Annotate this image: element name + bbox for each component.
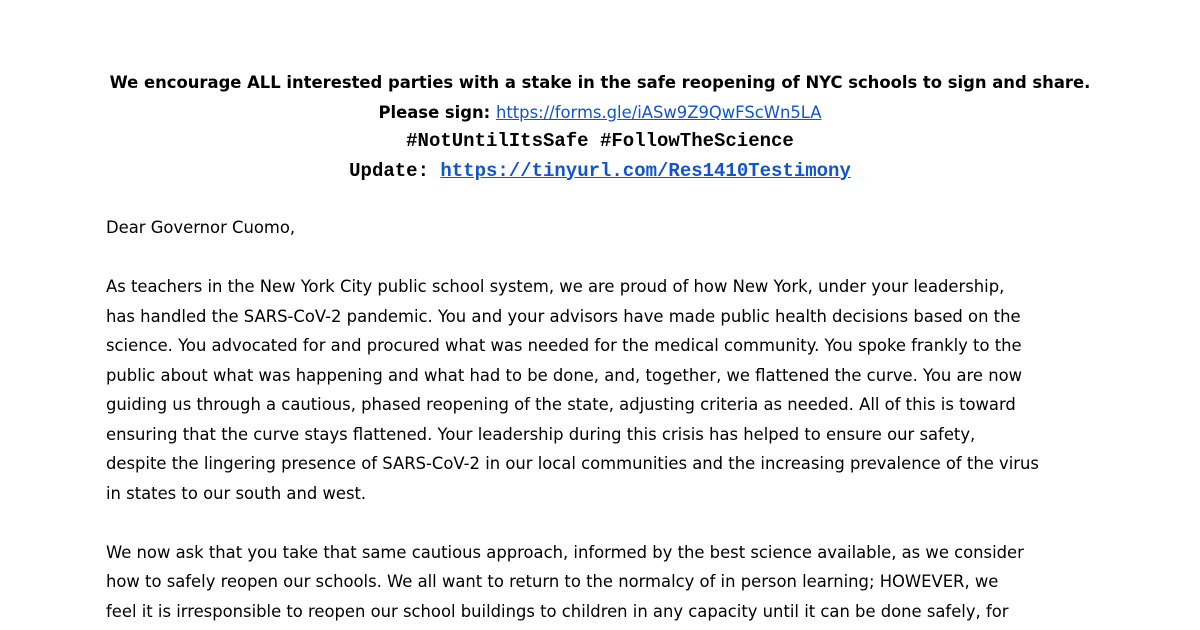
paragraph-line: has handled the SARS-CoV-2 pandemic. You and your advisors have made public health decisions based on the	[106, 306, 1021, 326]
update-label: Update:	[349, 159, 441, 182]
hashtags-line: #NotUntilItsSafe #FollowTheScience	[406, 130, 794, 152]
paragraph-gap	[106, 243, 1106, 273]
paragraph-line: public about what was happening and what had to be done, and, together, we flattened the curve. You are now	[106, 365, 1023, 385]
salutation: Dear Governor Cuomo,	[106, 218, 296, 237]
letter-body	[106, 213, 1106, 626]
paragraph-line: in states to our south and west.	[106, 483, 367, 503]
paragraph-line: despite the lingering presence of SARS-CoV-2 in our local communities and the increasing prevalence of the virus	[106, 454, 1039, 473]
encourage-line: We encourage ALL interested parties with a stake in the safe reopening of NYC schools to sign and share.	[109, 73, 1091, 92]
paragraph-2	[106, 538, 1106, 627]
paragraph-line: As teachers in the New York City public school system, we are proud of how New York, under your leadership,	[106, 277, 1005, 296]
paragraph-1	[106, 272, 1106, 508]
paragraph-gap	[106, 508, 1106, 538]
paragraph-line: guiding us through a cautious, phased reopening of the state, adjusting criteria as needed. All of this is toward	[106, 395, 1016, 414]
paragraph-line: science. You advocated for and procured what was needed for the medical community. You spoke frankly to the	[106, 336, 1022, 355]
paragraph-line: how to safely reopen our schools. We all want to return to the normalcy of in person learning; HOWEVER, we	[106, 572, 999, 591]
paragraph-line: ensuring that the curve stays flattened. Your leadership during this crisis has helped to ensure our safety,	[106, 424, 976, 444]
sign-line	[0, 98, 1200, 128]
letter-header	[0, 68, 1200, 186]
paragraph-line: We now ask that you take that same cautious approach, informed by the best science available, as we consider	[106, 542, 1024, 562]
sign-form-link[interactable]: https://forms.gle/iASw9Z9QwFScWn5LA	[495, 102, 822, 122]
paragraph-line: feel it is irresponsible to reopen our school buildings to children in any capacity until it can be done safely, for	[106, 601, 1009, 621]
sign-label: Please sign:	[378, 102, 496, 122]
update-link[interactable]: https://tinyurl.com/Res1410Testimony	[440, 159, 851, 182]
update-line	[0, 157, 1200, 187]
